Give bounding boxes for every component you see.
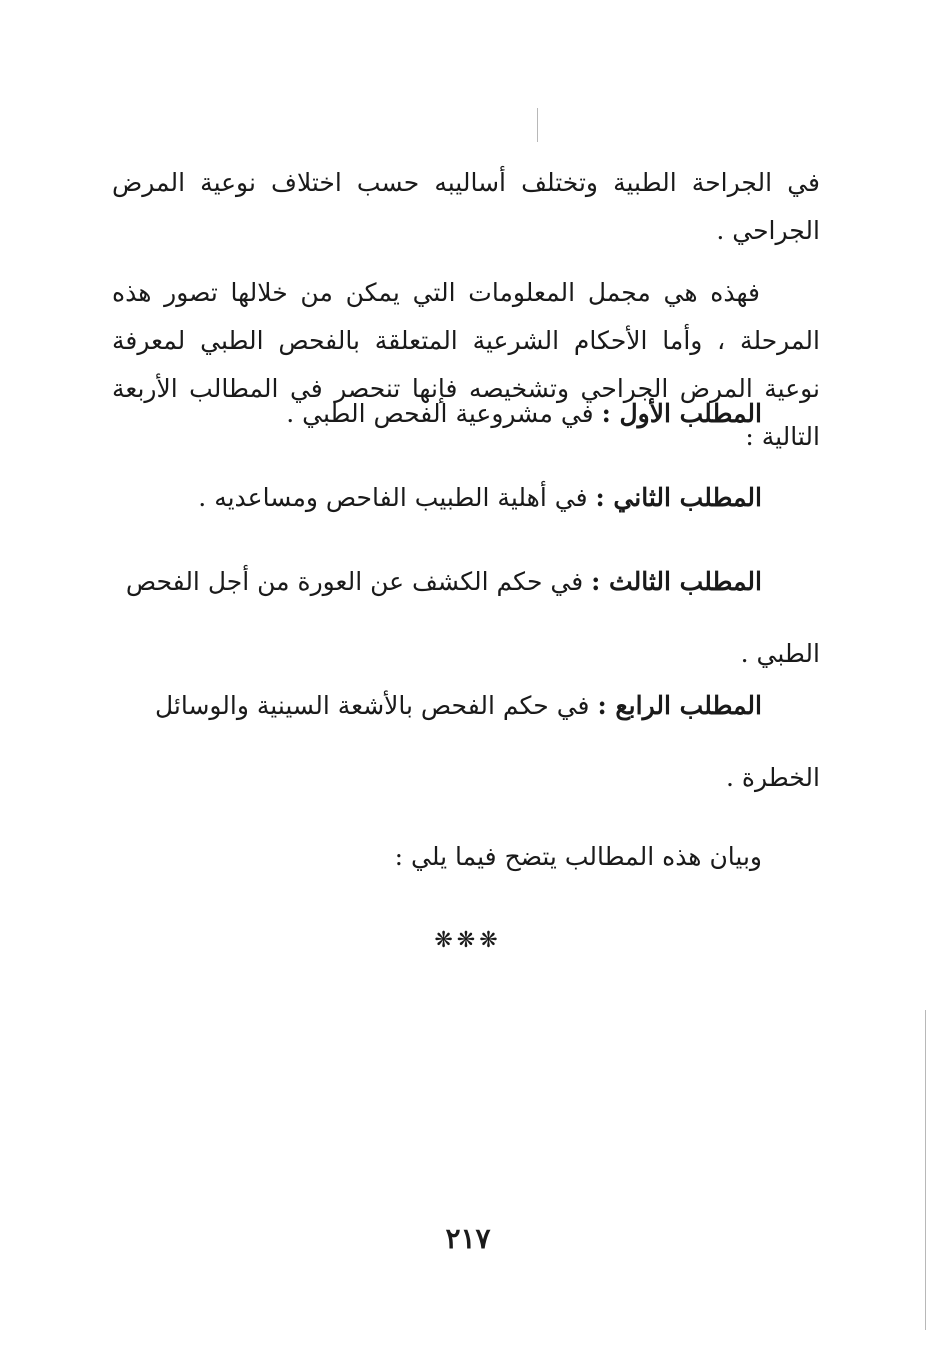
asterism-ornament: ❋❋❋ (434, 928, 502, 953)
section-item-3 (112, 546, 820, 690)
scan-mark (925, 1010, 926, 1330)
section-text: في أهلية الطبيب الفاحص ومساعديه . (198, 483, 588, 512)
section-title: المطلب الرابع : (597, 691, 762, 720)
page-number: ٢١٧ (445, 1222, 491, 1255)
section-item-1 (112, 378, 762, 450)
section-title: المطلب الثاني : (595, 483, 762, 512)
section-item-2 (112, 462, 762, 534)
section-continuation: الخطرة . (726, 763, 820, 792)
section-item-4 (112, 670, 820, 814)
scan-mark (537, 108, 538, 142)
paragraph-overview: فهذه هي مجمل المعلومات التي يمكن من خلالها تصور هذه المرحلة ، وأما الأحكام الشرعية المتعلقة بالفحص الطبي لمعرفة نوعية المرض الجراحي وتشخيصه فإنها تنحصر في المطالب الأربعة التالية : (112, 278, 820, 451)
section-text: في حكم الفحص بالأشعة السينية والوسائل (154, 691, 590, 720)
section-text: في حكم الكشف عن العورة من أجل الفحص (125, 567, 584, 596)
paragraph-intro: في الجراحة الطبية وتختلف أساليبه حسب اختلاف نوعية المرض الجراحي . (112, 168, 820, 245)
section-text: في مشروعية الفحص الطبي . (286, 399, 594, 428)
section-title: المطلب الأول : (601, 399, 762, 428)
section-continuation: الطبي . (740, 639, 820, 668)
closing-line: وبيان هذه المطالب يتضح فيما يلي : (394, 842, 762, 871)
section-title: المطلب الثالث : (591, 567, 762, 596)
